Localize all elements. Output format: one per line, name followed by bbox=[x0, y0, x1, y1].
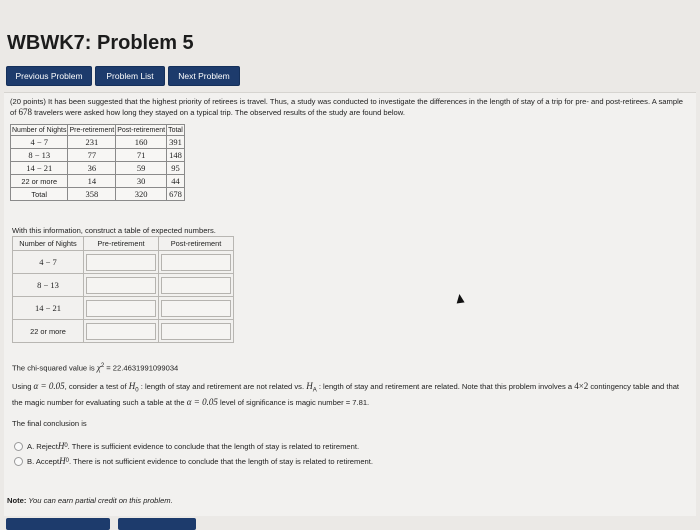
column-header: Pre-retirement bbox=[84, 237, 159, 251]
table-row: 14 − 21 36 59 95 bbox=[11, 162, 185, 175]
radio-b[interactable] bbox=[14, 457, 23, 466]
column-header: Post-retirement bbox=[117, 126, 166, 134]
page-title: WBWK7: Problem 5 bbox=[7, 32, 194, 54]
previous-problem-button[interactable]: Previous Problem bbox=[6, 66, 92, 86]
observed-table bbox=[10, 124, 185, 201]
column-header: Number of Nights bbox=[12, 126, 67, 134]
expected-pre-input[interactable] bbox=[86, 254, 156, 271]
expected-pre-input[interactable] bbox=[86, 323, 156, 340]
expected-post-input[interactable] bbox=[161, 300, 231, 317]
table-row: Total 358 320 678 bbox=[11, 188, 185, 201]
column-header: Post-retirement bbox=[159, 237, 234, 251]
preview-button[interactable] bbox=[6, 518, 110, 530]
option-a[interactable]: A. Reject H 0 . There is sufficient evidence to conclude that the length of stay is related to retirement. bbox=[14, 441, 359, 451]
table-row: 4 − 7 231 160 391 bbox=[11, 136, 185, 149]
partial-credit-note: Note: You can earn partial credit on this problem. bbox=[7, 496, 173, 505]
expected-post-input[interactable] bbox=[161, 277, 231, 294]
expected-table bbox=[12, 236, 234, 343]
expected-post-input[interactable] bbox=[161, 323, 231, 340]
table-row: 4 − 7 bbox=[13, 251, 234, 274]
chi-squared-value: The chi-squared value is $\chi^2 = 22.4631991099034$ bbox=[12, 362, 179, 373]
table-row: 14 − 21 bbox=[13, 297, 234, 320]
next-problem-button[interactable]: Next Problem bbox=[168, 66, 240, 86]
expected-post-input[interactable] bbox=[161, 254, 231, 271]
option-b[interactable]: B. Accept H 0 . There is not sufficient evidence to conclude that the length of stay is related to retirement. bbox=[14, 456, 373, 466]
problem-statement: (20 points) It has been suggested that the highest priority of retirees is travel. Thus, a study was conducted to investigate the differences in the length of stay of a trip for pre- and post-retirees. A sample of 678 travelers were asked how long they stayed on a typical trip. The observed results of the study are found below. bbox=[10, 97, 683, 117]
submit-button[interactable] bbox=[118, 518, 196, 530]
expected-pre-input[interactable] bbox=[86, 277, 156, 294]
radio-a[interactable] bbox=[14, 442, 23, 451]
column-header: Pre-retirement bbox=[69, 126, 115, 134]
table-row: 22 or more bbox=[13, 320, 234, 343]
hypothesis-test-text: Using α = 0.05, consider a test of $H_0$ : length of stay and retirement are not related vs. $H_A$ : length of stay and retirement are related. Note that this problem involves a 4×2 contingency table and that the magic number for evaluating such a table at the α = 0.05 level of significance is magic number = 7.81. bbox=[12, 381, 680, 407]
sample-size: 678 bbox=[18, 107, 32, 117]
table-row: 22 or more 14 30 44 bbox=[11, 175, 185, 188]
expected-pre-input[interactable] bbox=[86, 300, 156, 317]
mouse-cursor-icon bbox=[455, 293, 464, 303]
table-row: 8 − 13 bbox=[13, 274, 234, 297]
column-header: Total bbox=[168, 126, 183, 134]
table-row: 8 − 13 77 71 148 bbox=[11, 149, 185, 162]
conclusion-label: The final conclusion is bbox=[12, 419, 87, 428]
expected-prompt: With this information, construct a table of expected numbers. bbox=[12, 226, 216, 235]
column-header: Number of Nights bbox=[13, 237, 84, 251]
problem-list-button[interactable]: Problem List bbox=[95, 66, 165, 86]
